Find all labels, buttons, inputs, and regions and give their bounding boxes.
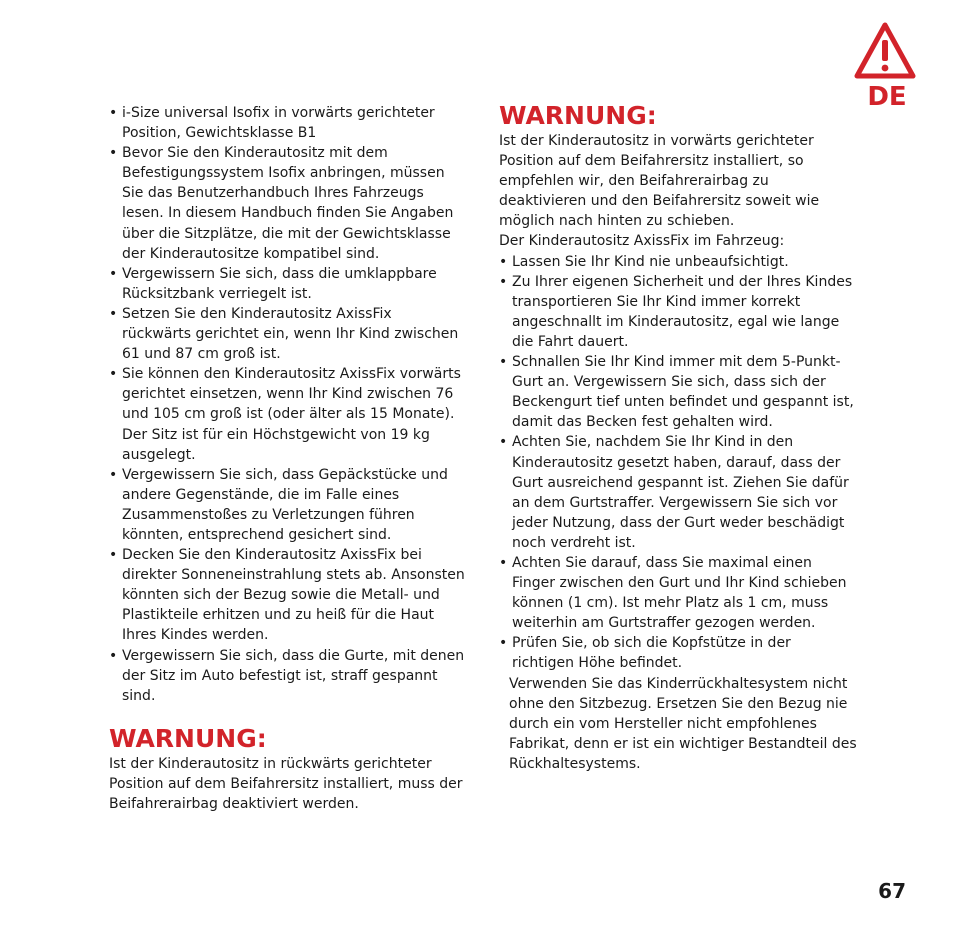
left-column bbox=[109, 103, 465, 814]
left-warning-block bbox=[109, 724, 465, 814]
subheading: Der Kinderautositz AxissFix im Fahrzeug: bbox=[499, 233, 785, 250]
list-item: • Setzen Sie den Kinderautositz AxissFix rückwärts gerichtet ein, wenn Ihr Kind zwischen 61 und 87 cm groß ist. bbox=[109, 305, 459, 363]
list-item: • i-Size universal Isofix in vorwärts gerichteter Position, Gewichtsklasse B1 bbox=[109, 105, 435, 142]
left-bullet-list bbox=[109, 103, 465, 706]
list-item: • Achten Sie, nachdem Sie Ihr Kind in den Kinderautositz gesetzt haben, darauf, dass der Gurt ausreichend gespannt ist. Ziehen Sie dafür an dem Gurtstraffer. Vergewissern Sie sich vor jeder Nutzung, dass der Gurt weder beschädigt noch verdreht ist. bbox=[499, 434, 849, 551]
warning-intro: Ist der Kinderautositz in vorwärts gerichteter Position auf dem Beifahrersitz installiert, so empfehlen wir, den Beifahrerairbag zu deaktivieren und den Beifahrersitz soweit wie möglich nach hinten zu schieben. bbox=[499, 133, 820, 230]
list-item: • Prüfen Sie, ob sich die Kopfstütze in der richtigen Höhe befindet. bbox=[499, 635, 791, 672]
list-item: • Vergewissern Sie sich, dass Gepäckstücke und andere Gegenstände, die im Falle eines Zusammenstoßes zu Verletzungen führen könnten, entsprechend gesichert sind. bbox=[109, 466, 448, 543]
warning-heading: WARNUNG: bbox=[499, 101, 657, 130]
list-item: • Sie können den Kinderautositz AxissFix vorwärts gerichtet einsetzen, wenn Ihr Kind zwischen 76 und 105 cm groß ist (oder älter als 15 Monate). Der Sitz ist für ein Höchstgewicht von 19 kg ausgelegt. bbox=[109, 366, 461, 463]
warning-heading: WARNUNG: bbox=[109, 723, 267, 753]
list-item: • Decken Sie den Kinderautositz AxissFix bei direkter Sonneneinstrahlung stets ab. Ansonsten könnten sich der Bezug sowie die Metall- und Plastikteile erhitzen und zu heiß für die Haut Ihres Kindes werden. bbox=[109, 547, 465, 644]
list-item: • Vergewissern Sie sich, dass die Gurte, mit denen der Sitz im Auto befestigt ist, straff gespannt sind. bbox=[109, 647, 465, 704]
page-number: 67 bbox=[878, 879, 906, 903]
right-bullet-list bbox=[499, 252, 857, 674]
language-tag: DE bbox=[867, 82, 907, 112]
warning-text: Ist der Kinderautositz in rückwärts gerichteter Position auf dem Beifahrersitz installiert, muss der Beifahrerairbag deaktiviert werden. bbox=[109, 755, 463, 812]
closing-paragraph: Verwenden Sie das Kinderrückhaltesystem nicht ohne den Sitzbezug. Ersetzen Sie den Bezug nie durch ein vom Hersteller nicht empfohlenes Fabrikat, denn er ist ein wichtiger Bestandteil des Rückhaltesystems. bbox=[509, 675, 857, 772]
list-item: • Lassen Sie Ihr Kind nie unbeaufsichtigt. bbox=[499, 253, 789, 270]
list-item: • Vergewissern Sie sich, dass die umklappbare Rücksitzbank verriegelt ist. bbox=[109, 265, 437, 302]
list-item: • Schnallen Sie Ihr Kind immer mit dem 5-Punkt-Gurt an. Vergewissern Sie sich, dass sich der Beckengurt tief unten befindet und gespannt ist, damit das Becken fest gehalten wird. bbox=[499, 354, 854, 431]
list-item: • Zu Ihrer eigenen Sicherheit und der Ihres Kindes transportieren Sie Ihr Kind immer korrekt angeschnallt im Kinderautositz, egal wie lange die Fahrt dauert. bbox=[499, 273, 853, 350]
warning-triangle-icon bbox=[852, 20, 918, 82]
right-column bbox=[499, 101, 857, 774]
list-item: • Achten Sie darauf, dass Sie maximal einen Finger zwischen den Gurt und Ihr Kind schieben können (1 cm). Ist mehr Platz als 1 cm, muss weiterhin am Gurtstraffer gezogen werden. bbox=[499, 554, 847, 632]
list-item: • Bevor Sie den Kinderautositz mit dem Befestigungssystem Isofix anbringen, müssen Sie das Benutzerhandbuch Ihres Fahrzeugs lesen. In diesem Handbuch finden Sie Angaben über die Sitzplätze, die mit der Gewichtsklasse der Kinderautositze kompatibel sind. bbox=[109, 145, 454, 262]
